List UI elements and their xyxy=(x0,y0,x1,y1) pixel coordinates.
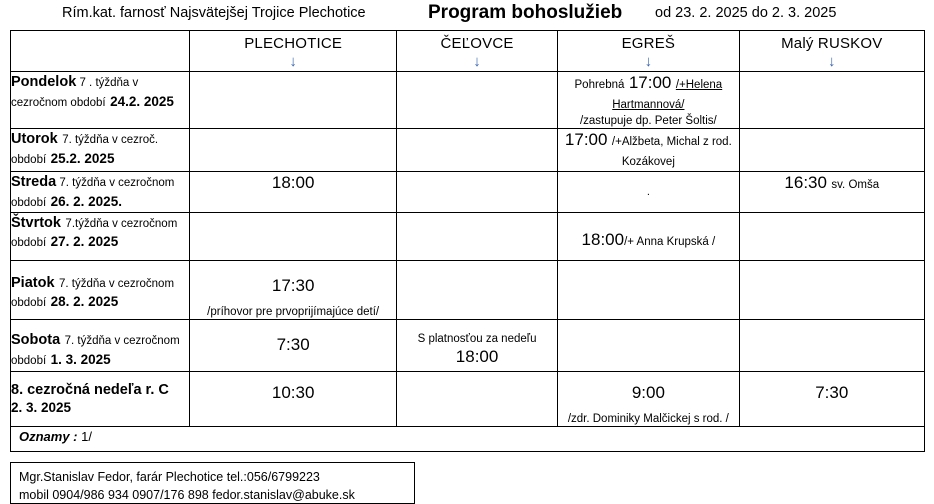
mass-time: 18:00 xyxy=(581,229,625,249)
announcements-box xyxy=(10,423,925,452)
column-label: EGREŠ xyxy=(621,35,676,52)
contact-line-1: Mgr.Stanislav Fedor, farár Plechotice tel.:056/6799223 xyxy=(19,470,320,484)
day-date: 1. 3. 2025 xyxy=(50,351,111,367)
arrow-down-icon: ↓ xyxy=(289,53,297,70)
cell-celovce xyxy=(396,172,557,212)
day-cell xyxy=(11,260,190,319)
table-row xyxy=(11,172,925,212)
mass-intention: /zdr. Dominiky Malčickej s rod. / xyxy=(567,412,729,425)
cell-egres xyxy=(558,212,739,260)
cell-plechotice xyxy=(190,371,397,426)
mass-time: 7:30 xyxy=(815,382,849,402)
cell-plechotice xyxy=(190,260,397,319)
cell-maly-ruskov xyxy=(739,371,924,426)
mass-time: 10:30 xyxy=(271,382,315,402)
cell-egres xyxy=(558,172,739,212)
week-info: 7. týždňa v cezročnom období xyxy=(11,277,175,310)
mass-note: /príhovor pre prvoprijímajúce detí/ xyxy=(207,305,380,318)
cell-celovce xyxy=(396,260,557,319)
mass-time: 9:00 xyxy=(631,382,665,402)
cell-plechotice xyxy=(190,212,397,260)
cell-egres xyxy=(558,129,739,172)
day-date: 2. 3. 2025 xyxy=(11,399,72,415)
day-name: Piatok xyxy=(11,274,55,291)
day-date: 24.2. 2025 xyxy=(110,93,174,109)
day-cell xyxy=(11,319,190,371)
column-header-plechotice xyxy=(190,31,397,72)
cell-plechotice xyxy=(190,172,397,212)
mass-substitute: /zastupuje dp. Peter Šoltis/ xyxy=(579,115,717,127)
mass-time: 16:30 xyxy=(784,173,827,193)
cell-maly-ruskov xyxy=(739,319,924,371)
day-name: Utorok xyxy=(11,131,58,148)
cell-celovce xyxy=(396,72,557,129)
date-range: od 23. 2. 2025 do 2. 3. 2025 xyxy=(655,5,837,21)
cell-egres xyxy=(558,260,739,319)
mass-intention: /+ Anna Krupská / xyxy=(624,235,716,248)
document-header xyxy=(0,2,934,28)
mass-time: 7:30 xyxy=(276,334,310,354)
column-label: Malý RUSKOV xyxy=(781,35,883,52)
day-name: 8. cezročná nedeľa r. C xyxy=(11,381,169,398)
cell-egres xyxy=(558,72,739,129)
column-label: ČEĽOVCE xyxy=(440,35,514,52)
announcements-text xyxy=(19,429,92,444)
week-info: 7. týždňa v cezročnom období xyxy=(11,177,175,210)
cell-maly-ruskov xyxy=(739,212,924,260)
mass-intention: /+Alžbeta, Michal z rod. Kozákovej xyxy=(611,136,732,169)
cell-celovce xyxy=(396,212,557,260)
table-row xyxy=(11,319,925,371)
cell-egres xyxy=(558,371,739,426)
day-name: Pondelok xyxy=(11,74,77,90)
week-info: 7.týždňa v cezročnom období xyxy=(11,217,178,250)
cell-plechotice xyxy=(190,72,397,129)
day-cell xyxy=(11,371,190,426)
column-label: PLECHOTICE xyxy=(244,35,343,52)
day-date: 25.2. 2025 xyxy=(50,151,115,167)
mass-time: 17:00 xyxy=(564,130,608,150)
column-header-egres xyxy=(558,31,739,72)
table-row xyxy=(11,72,925,129)
cell-plechotice xyxy=(190,129,397,172)
day-date: 28. 2. 2025 xyxy=(50,294,119,310)
mass-prefix: Pohrebná xyxy=(574,79,625,91)
day-name: Streda xyxy=(11,174,57,191)
contact-box xyxy=(10,462,415,504)
day-cell xyxy=(11,129,190,172)
arrow-down-icon: ↓ xyxy=(828,53,836,70)
day-date: 27. 2. 2025 xyxy=(50,234,119,250)
mass-note: S platnosťou za nedeľu xyxy=(417,332,537,345)
day-name: Sobota xyxy=(11,331,61,348)
announcements-value: 1/ xyxy=(81,429,92,444)
column-header-day xyxy=(11,31,190,72)
cell-maly-ruskov xyxy=(739,172,924,212)
cell-maly-ruskov xyxy=(739,72,924,129)
mass-intention: /+Helena Hartmannová/ xyxy=(612,79,723,111)
table-row xyxy=(11,371,925,426)
mass-note: . xyxy=(646,186,650,199)
mass-note: sv. Omša xyxy=(831,179,880,192)
arrow-down-icon: ↓ xyxy=(473,53,481,70)
schedule-table xyxy=(10,30,925,427)
cell-egres xyxy=(558,319,739,371)
table-row xyxy=(11,212,925,260)
mass-time: 17:00 xyxy=(628,73,672,92)
cell-maly-ruskov xyxy=(739,129,924,172)
day-cell xyxy=(11,72,190,129)
column-header-maly-ruskov xyxy=(739,31,924,72)
week-info: 7. týždňa v cezroč. období xyxy=(11,134,159,167)
day-date: 26. 2. 2025. xyxy=(50,194,122,210)
day-cell xyxy=(11,172,190,212)
table-row xyxy=(11,260,925,319)
cell-maly-ruskov xyxy=(739,260,924,319)
contact-line-2: mobil 0904/986 934 0907/176 898 fedor.stanislav@abuke.sk xyxy=(19,488,355,503)
table-header-row xyxy=(11,31,925,72)
cell-celovce xyxy=(396,319,557,371)
parish-title: Rím.kat. farnosť Najsvätejšej Trojice Plechotice xyxy=(62,5,366,21)
week-info: 7 . týždňa v cezročnom období xyxy=(11,77,139,109)
mass-time: 17:30 xyxy=(271,275,315,295)
week-info: 7. týždňa v cezročnom období xyxy=(11,334,180,367)
arrow-down-icon: ↓ xyxy=(644,53,653,70)
day-cell xyxy=(11,212,190,260)
day-name: Štvrtok xyxy=(11,214,61,231)
column-header-celovce xyxy=(396,31,557,72)
mass-time: 18:00 xyxy=(271,173,315,193)
cell-plechotice xyxy=(190,319,397,371)
cell-celovce xyxy=(396,129,557,172)
announcements-label: Oznamy : xyxy=(19,429,78,444)
page-title: Program bohoslužieb xyxy=(428,2,623,23)
mass-time: 18:00 xyxy=(455,347,499,367)
table-row xyxy=(11,129,925,172)
cell-celovce xyxy=(396,371,557,426)
